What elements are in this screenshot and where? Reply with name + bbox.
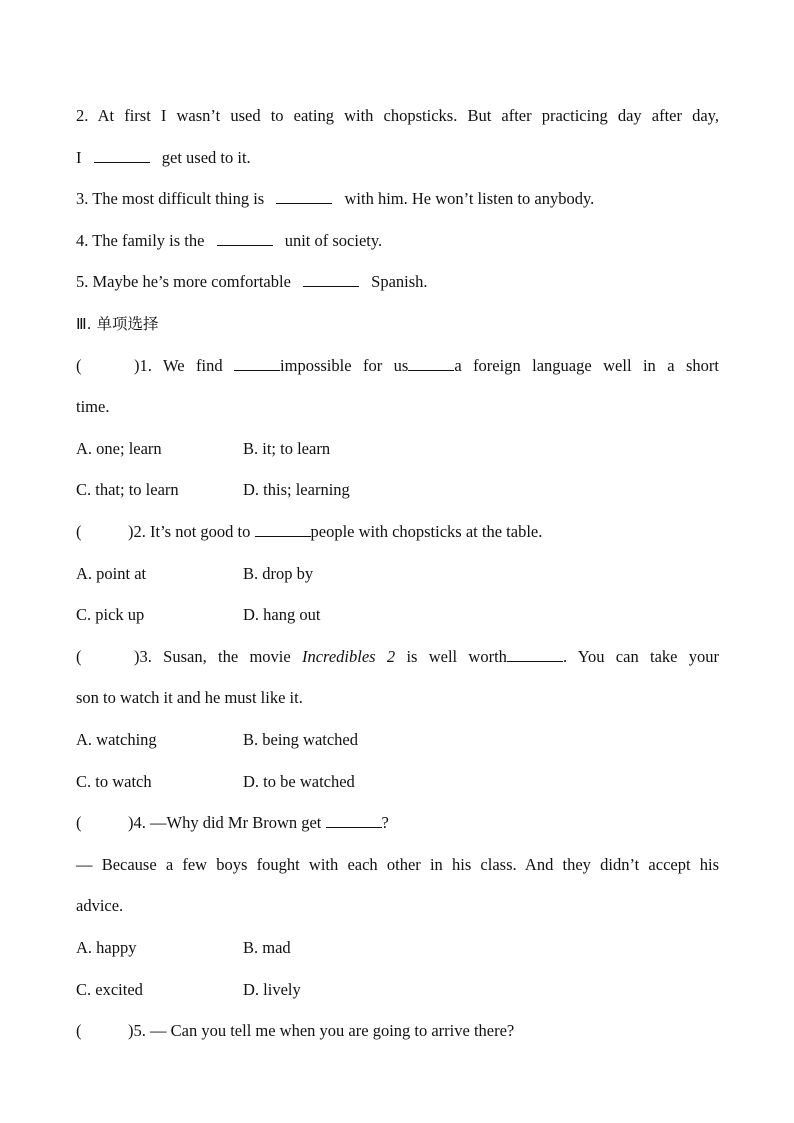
fill-blank-item-5 xyxy=(76,270,719,294)
option-d[interactable]: D. lively xyxy=(243,980,301,999)
answer-blank[interactable] xyxy=(507,646,563,662)
question-text: impossible for us xyxy=(280,356,409,375)
option-a[interactable]: A. happy xyxy=(76,938,137,957)
answer-blank[interactable] xyxy=(303,271,359,287)
question-2-options-cd xyxy=(76,603,719,627)
answer-parenthesis[interactable]: ( xyxy=(76,1021,82,1040)
answer-blank[interactable] xyxy=(94,147,150,163)
answer-blank[interactable] xyxy=(234,355,280,371)
option-b[interactable]: B. mad xyxy=(243,938,291,957)
question-4 xyxy=(76,811,719,835)
question-2 xyxy=(76,520,719,544)
answer-parenthesis[interactable]: ( xyxy=(76,647,82,666)
item-text: get used to it. xyxy=(161,148,251,167)
section-title: Ⅲ. 单项选择 xyxy=(76,315,159,333)
question-3 xyxy=(76,645,719,669)
question-2-options-ab xyxy=(76,562,719,586)
question-text: )3. Susan, the movie xyxy=(134,647,291,666)
fill-blank-item-4 xyxy=(76,229,719,253)
option-d[interactable]: D. to be watched xyxy=(243,772,355,791)
item-text: 4. The family is the xyxy=(76,231,205,250)
item-text: with him. He won’t listen to anybody. xyxy=(344,189,595,208)
question-4-options-ab xyxy=(76,936,719,960)
question-text: ? xyxy=(381,813,389,832)
answer-blank[interactable] xyxy=(255,521,311,537)
answer-blank[interactable] xyxy=(217,230,273,246)
item-text: 5. Maybe he’s more comfortable xyxy=(76,272,291,291)
question-4-cont: — Because a few boys fought with each other in his class. And they didn’t accept his xyxy=(76,855,719,874)
answer-parenthesis[interactable]: ( xyxy=(76,522,82,541)
question-text: )1. We find xyxy=(134,356,223,375)
item-text: 2. At first I wasn’t used to eating with chopsticks. But after practicing day after day, xyxy=(76,106,719,125)
option-b[interactable]: B. being watched xyxy=(243,730,359,749)
question-5 xyxy=(76,1019,719,1043)
question-text: a foreign language well in a short xyxy=(454,356,719,375)
question-3-options-cd xyxy=(76,770,719,794)
item-text: Spanish. xyxy=(371,272,428,291)
answer-blank[interactable] xyxy=(408,355,454,371)
option-b[interactable]: B. drop by xyxy=(243,564,314,583)
option-c[interactable]: C. to watch xyxy=(76,772,152,791)
option-c[interactable]: C. pick up xyxy=(76,605,145,624)
question-3-options-ab xyxy=(76,728,719,752)
item-text: 3. The most difficult thing is xyxy=(76,189,265,208)
question-3-cont: son to watch it and he must like it. xyxy=(76,688,303,707)
option-b[interactable]: B. it; to learn xyxy=(243,439,331,458)
fill-blank-item-3 xyxy=(76,187,719,211)
answer-parenthesis[interactable]: ( xyxy=(76,356,82,375)
question-text: )2. It’s not good to xyxy=(128,522,251,541)
option-c[interactable]: C. excited xyxy=(76,980,143,999)
fill-blank-item-2 xyxy=(76,104,719,128)
question-text: is well worth xyxy=(406,647,507,666)
question-1 xyxy=(76,354,719,378)
question-1-cont: time. xyxy=(76,397,110,416)
fill-blank-item-2-cont xyxy=(76,146,719,170)
question-text: )4. —Why did Mr Brown get xyxy=(128,813,322,832)
question-1-options-cd xyxy=(76,478,719,502)
question-1-options-ab xyxy=(76,437,719,461)
option-a[interactable]: A. one; learn xyxy=(76,439,162,458)
option-c[interactable]: C. that; to learn xyxy=(76,480,179,499)
answer-blank[interactable] xyxy=(326,812,382,828)
movie-title: Incredibles 2 xyxy=(301,647,396,666)
option-d[interactable]: D. hang out xyxy=(243,605,321,624)
question-text: people with chopsticks at the table. xyxy=(310,522,543,541)
answer-blank[interactable] xyxy=(276,188,332,204)
option-a[interactable]: A. watching xyxy=(76,730,157,749)
answer-parenthesis[interactable]: ( xyxy=(76,813,82,832)
question-text: . You can take your xyxy=(562,647,719,666)
item-text: unit of society. xyxy=(284,231,383,250)
item-text: I xyxy=(76,148,82,167)
option-a[interactable]: A. point at xyxy=(76,564,147,583)
option-d[interactable]: D. this; learning xyxy=(243,480,350,499)
question-4-cont-2: advice. xyxy=(76,896,124,915)
question-text: )5. — Can you tell me when you are going to arrive there? xyxy=(128,1021,515,1040)
question-4-options-cd xyxy=(76,978,719,1002)
